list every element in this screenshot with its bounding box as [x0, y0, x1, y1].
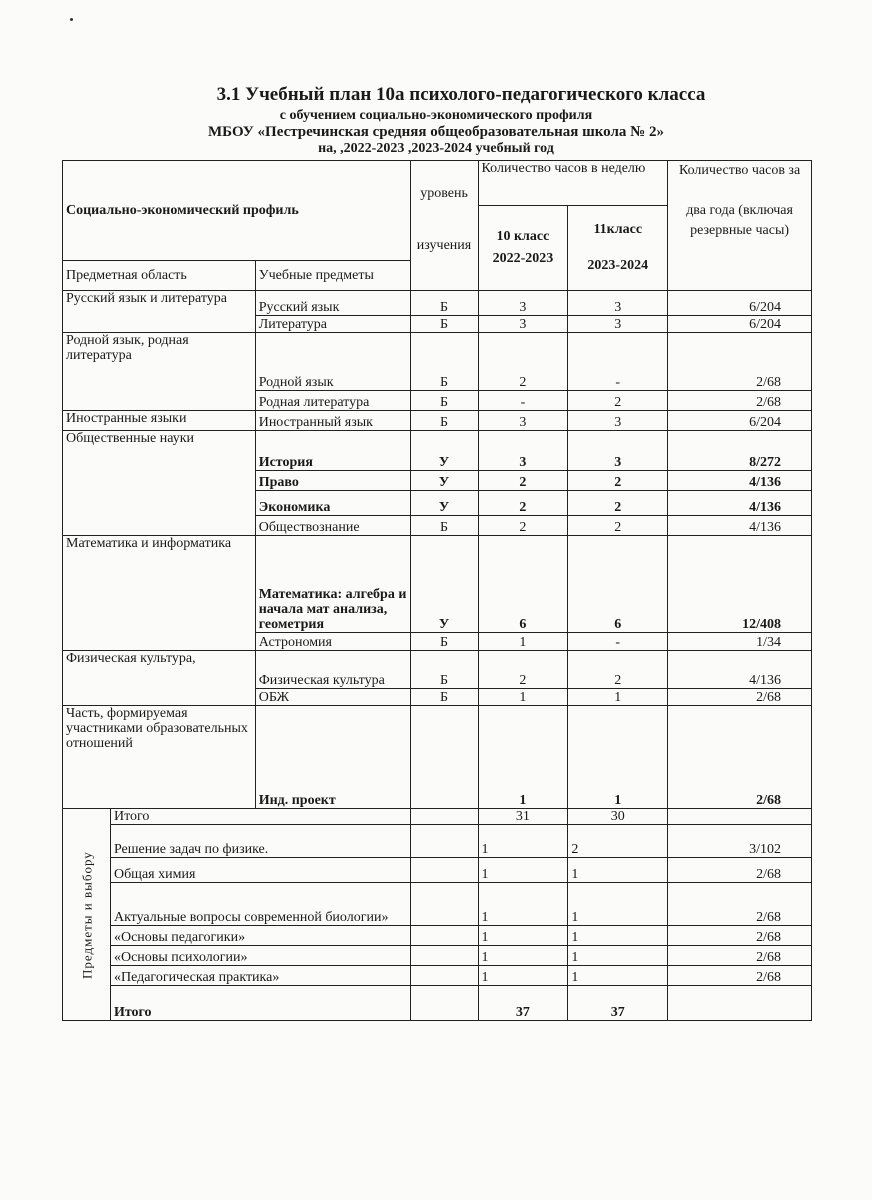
hours-grade10: 2 — [478, 491, 568, 516]
hours-grade11: 2 — [568, 491, 668, 516]
hours-grade10: 1 — [478, 926, 568, 946]
hours-grade10: - — [478, 391, 568, 411]
hours-grade10: 1 — [478, 825, 568, 858]
study-level: Б — [410, 316, 478, 333]
subject-area: Родной язык, родная литература — [63, 333, 256, 411]
subject-area: Математика и информатика — [63, 536, 256, 651]
hours-total — [668, 809, 812, 825]
subject-name: Русский язык — [255, 291, 410, 316]
subject-name: Астрономия — [255, 633, 410, 651]
study-level: У — [410, 491, 478, 516]
hours-grade11: 3 — [568, 316, 668, 333]
elective-subject: Актуальные вопросы современной биологии» — [110, 883, 410, 926]
table-row — [63, 706, 812, 809]
hours-grade11: 30 — [568, 809, 668, 825]
level-header-bottom: изучения — [416, 238, 472, 253]
elective-level-empty — [410, 986, 478, 1021]
elective-subject: Итого — [110, 986, 410, 1021]
hours-grade10: 1 — [478, 966, 568, 986]
grade10-label: 10 класс — [496, 229, 550, 244]
hours-grade10: 1 — [478, 858, 568, 883]
hours-total: 4/136 — [668, 491, 812, 516]
table-row — [63, 536, 812, 633]
subject-name: Литература — [255, 316, 410, 333]
subject-name: История — [255, 431, 410, 471]
subject-area: Иностранные языки — [63, 411, 256, 431]
subject-name: Родная литература — [255, 391, 410, 411]
study-level: Б — [410, 411, 478, 431]
hours-grade11: - — [568, 333, 668, 391]
hours-total: 2/68 — [668, 883, 812, 926]
title-line-1: 3.1 Учебный план 10а психолого-педагогического класса — [216, 84, 706, 105]
elective-subject: «Педагогическая практика» — [110, 966, 410, 986]
hours-grade11: 2 — [568, 825, 668, 858]
curriculum-table — [62, 160, 812, 1021]
elective-level-empty — [410, 883, 478, 926]
elective-level-empty — [410, 926, 478, 946]
elective-row — [63, 946, 812, 966]
hours-grade11: 1 — [568, 926, 668, 946]
study-level: У — [410, 431, 478, 471]
hours-week-header: Количество часов в неделю — [478, 161, 668, 206]
document-title — [0, 84, 872, 157]
hours-total: 2/68 — [668, 858, 812, 883]
hours-total: 12/408 — [668, 536, 812, 633]
table-row — [63, 651, 812, 689]
study-level — [410, 706, 478, 809]
subjects-header: Учебные предметы — [255, 261, 410, 291]
hours-total: 6/204 — [668, 411, 812, 431]
hours-grade10: 6 — [478, 536, 568, 633]
study-level: Б — [410, 689, 478, 706]
hours-grade11: 2 — [568, 651, 668, 689]
hours-grade10: 1 — [478, 633, 568, 651]
hours-grade10: 2 — [478, 333, 568, 391]
hours-grade11: 1 — [568, 689, 668, 706]
hours-grade10: 31 — [478, 809, 568, 825]
total-header-bottom: два года (включая резервные часы) — [686, 203, 793, 238]
hours-total: 2/68 — [668, 333, 812, 391]
hours-total: 2/68 — [668, 391, 812, 411]
hours-total: 6/204 — [668, 291, 812, 316]
subject-name: Физическая культура — [255, 651, 410, 689]
study-level: Б — [410, 516, 478, 536]
elective-subject: «Основы психологии» — [110, 946, 410, 966]
study-level: Б — [410, 633, 478, 651]
hours-grade10: 3 — [478, 411, 568, 431]
title-line-4: на, ,2022-2023 ,2023-2024 учебный год — [318, 141, 554, 156]
study-level: Б — [410, 291, 478, 316]
elective-subject: Общая химия — [110, 858, 410, 883]
elective-subject: «Основы педагогики» — [110, 926, 410, 946]
study-level: Б — [410, 651, 478, 689]
hours-total: 6/204 — [668, 316, 812, 333]
hours-grade10: 1 — [478, 706, 568, 809]
elective-row — [63, 809, 812, 825]
hours-grade10: 2 — [478, 651, 568, 689]
subject-name: Право — [255, 471, 410, 491]
grade11-years: 2023-2024 — [587, 258, 649, 273]
hours-total — [668, 986, 812, 1021]
elective-level-empty — [410, 809, 478, 825]
elective-row — [63, 986, 812, 1021]
hours-total: 3/102 — [668, 825, 812, 858]
profile-header: Социально-экономический профиль — [63, 161, 411, 261]
table-row — [63, 431, 812, 471]
elective-subject: Итого — [110, 809, 410, 825]
hours-grade11: 3 — [568, 411, 668, 431]
header-row — [63, 161, 812, 206]
subject-name: Экономика — [255, 491, 410, 516]
electives-label: Предметы и выбору — [63, 809, 111, 1021]
hours-grade11: 1 — [568, 706, 668, 809]
elective-level-empty — [410, 825, 478, 858]
area-header: Предметная область — [63, 261, 256, 291]
title-line-2: с обучением социально-экономического профиля — [279, 108, 593, 123]
study-level: Б — [410, 391, 478, 411]
hours-total: 2/68 — [668, 966, 812, 986]
elective-row — [63, 825, 812, 858]
grade10-years: 2022-2023 — [492, 251, 554, 266]
elective-row — [63, 926, 812, 946]
study-level: У — [410, 471, 478, 491]
subject-area: Часть, формируемая участниками образовательных отношений — [63, 706, 256, 809]
hours-total: 2/68 — [668, 946, 812, 966]
subject-area: Физическая культура, — [63, 651, 256, 706]
grade11-header — [568, 206, 668, 291]
hours-grade10: 1 — [478, 883, 568, 926]
hours-grade11: 2 — [568, 516, 668, 536]
hours-total: 4/136 — [668, 651, 812, 689]
total-header — [668, 161, 812, 291]
scan-speck — [70, 18, 73, 21]
elective-level-empty — [410, 966, 478, 986]
total-header-top: Количество часов за — [678, 163, 801, 178]
hours-grade11: 6 — [568, 536, 668, 633]
elective-level-empty — [410, 858, 478, 883]
subject-name: Обществознание — [255, 516, 410, 536]
subject-name: Инд. проект — [255, 706, 410, 809]
hours-grade11: 1 — [568, 858, 668, 883]
table-row — [63, 411, 812, 431]
hours-grade10: 2 — [478, 516, 568, 536]
elective-level-empty — [410, 946, 478, 966]
subject-name: ОБЖ — [255, 689, 410, 706]
hours-total: 4/136 — [668, 471, 812, 491]
hours-grade11: 1 — [568, 883, 668, 926]
grade11-label: 11класс — [593, 222, 643, 237]
subject-name: Иностранный язык — [255, 411, 410, 431]
hours-grade10: 1 — [478, 689, 568, 706]
subject-area: Русский язык и литература — [63, 291, 256, 333]
elective-row — [63, 883, 812, 926]
hours-grade10: 3 — [478, 291, 568, 316]
hours-total: 2/68 — [668, 689, 812, 706]
hours-grade11: 1 — [568, 946, 668, 966]
grade10-header — [478, 206, 568, 291]
hours-grade11: 2 — [568, 391, 668, 411]
study-level: У — [410, 536, 478, 633]
elective-subject: Решение задач по физике. — [110, 825, 410, 858]
table-row — [63, 333, 812, 391]
hours-grade11: 37 — [568, 986, 668, 1021]
table-row — [63, 291, 812, 316]
hours-grade11: - — [568, 633, 668, 651]
elective-row — [63, 858, 812, 883]
hours-total: 1/34 — [668, 633, 812, 651]
level-header-top: уровень — [420, 186, 468, 201]
hours-grade10: 37 — [478, 986, 568, 1021]
hours-grade10: 3 — [478, 431, 568, 471]
level-header — [410, 161, 478, 291]
hours-grade11: 2 — [568, 471, 668, 491]
hours-total: 4/136 — [668, 516, 812, 536]
hours-grade10: 1 — [478, 946, 568, 966]
study-level: Б — [410, 333, 478, 391]
subject-name: Родной язык — [255, 333, 410, 391]
hours-grade10: 2 — [478, 471, 568, 491]
hours-grade11: 3 — [568, 431, 668, 471]
hours-total: 2/68 — [668, 706, 812, 809]
hours-grade10: 3 — [478, 316, 568, 333]
elective-row — [63, 966, 812, 986]
hours-grade11: 1 — [568, 966, 668, 986]
hours-total: 2/68 — [668, 926, 812, 946]
subject-area: Общественные науки — [63, 431, 256, 536]
hours-total: 8/272 — [668, 431, 812, 471]
hours-grade11: 3 — [568, 291, 668, 316]
title-line-3: МБОУ «Пестречинская средняя общеобразовательная школа № 2» — [208, 124, 664, 140]
subject-name: Математика: алгебра и начала мат анализа, геометрия — [255, 536, 410, 633]
